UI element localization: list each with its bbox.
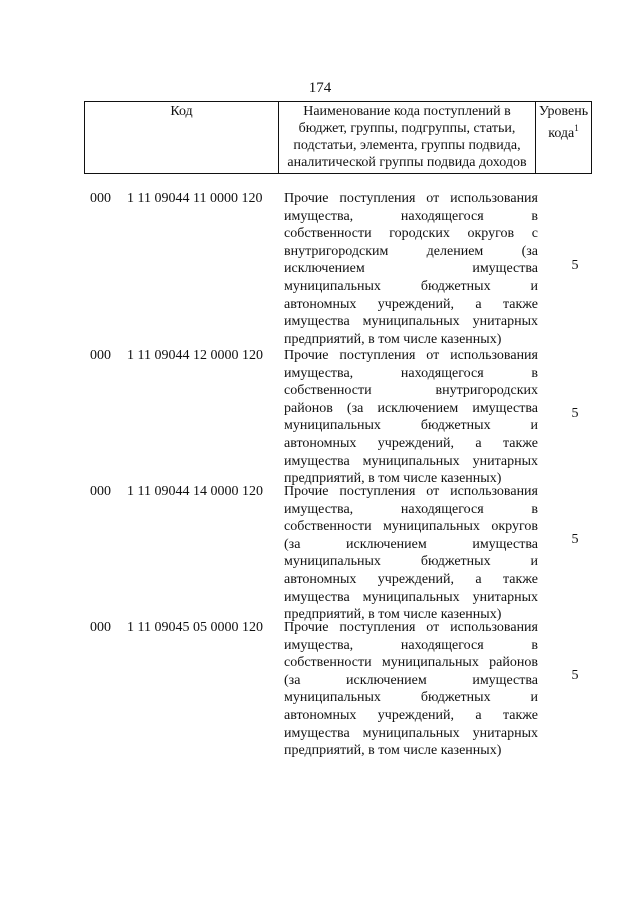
row-prefix: 000	[90, 484, 111, 499]
row-prefix: 000	[90, 191, 111, 206]
row-name-line: имущества, находящегося в	[284, 365, 538, 381]
row-name-line: районов (за исключением имущества	[284, 400, 538, 416]
row-name-line: автономных учреждений, а также	[284, 707, 538, 723]
row-name-line: предприятий, в том числе казенных)	[284, 607, 502, 623]
table-header	[84, 101, 592, 174]
table-row	[0, 190, 640, 347]
row-name-line: муниципальных бюджетных и	[284, 554, 538, 570]
page-number: 174	[308, 80, 332, 96]
row-level: 5	[571, 668, 579, 683]
header-level	[536, 102, 592, 174]
header-level-line2	[538, 120, 589, 142]
header-level-footnote: 1	[574, 123, 579, 133]
row-name-line: (за исключением имущества	[284, 536, 538, 552]
header-name	[279, 102, 536, 174]
row-name-line: собственности муниципальных районов	[284, 655, 538, 671]
row-level: 5	[571, 258, 579, 273]
row-name-line: муниципальных бюджетных и	[284, 690, 538, 706]
row-name-line: (за исключением имущества	[284, 672, 538, 688]
row-name	[284, 190, 538, 348]
row-name-line: Прочие поступления от использования	[284, 484, 538, 499]
row-name-line: предприятий, в том числе казенных)	[284, 471, 502, 487]
row-name-line: имущества муниципальных унитарных	[284, 453, 538, 469]
table-body	[0, 190, 640, 759]
row-code: 1 11 09044 12 0000 120	[127, 348, 263, 363]
row-name-line: автономных учреждений, а также	[284, 435, 538, 451]
row-name	[284, 347, 538, 488]
header-name-line: Наименование кода поступлений в	[303, 104, 511, 119]
row-name-line: собственности муниципальных округов	[284, 519, 538, 535]
row-name-line: предприятий, в том числе казенных)	[284, 331, 502, 347]
header-level-label: кода	[548, 126, 575, 141]
row-name-line: муниципальных бюджетных и	[284, 278, 538, 294]
row-name-line: автономных учреждений, а также	[284, 571, 538, 587]
header-name-line: аналитической группы подвида доходов	[287, 155, 527, 170]
table-row	[0, 347, 640, 487]
row-name-line: имущества муниципальных унитарных	[284, 589, 538, 605]
row-name-line: имущества, находящегося в	[284, 637, 538, 653]
row-name-line: внутригородским делением (за	[284, 243, 538, 259]
row-level: 5	[571, 532, 579, 547]
row-name-line: предприятий, в том числе казенных)	[284, 743, 502, 759]
table-row	[0, 619, 640, 759]
row-name-line: имущества муниципальных унитарных	[284, 314, 538, 330]
row-name-line: исключением имущества	[284, 261, 538, 277]
header-name-line: бюджет, группы, подгруппы, статьи,	[298, 121, 516, 136]
row-name-line: Прочие поступления от использования	[284, 191, 538, 206]
row-name-line: имущества муниципальных унитарных	[284, 725, 538, 741]
header-code-label: Код	[170, 104, 193, 119]
row-name-line: собственности городских округов с	[284, 226, 538, 242]
row-prefix: 000	[90, 620, 111, 635]
row-name	[284, 483, 538, 624]
row-code: 1 11 09044 11 0000 120	[127, 191, 263, 206]
row-name-line: автономных учреждений, а также	[284, 296, 538, 312]
row-name	[284, 619, 538, 760]
row-name-line: Прочие поступления от использования	[284, 620, 538, 635]
row-name-line: Прочие поступления от использования	[284, 348, 538, 363]
row-name-line: муниципальных бюджетных и	[284, 418, 538, 434]
row-level: 5	[571, 406, 579, 421]
row-name-line: собственности внутригородских	[284, 383, 538, 399]
row-prefix: 000	[90, 348, 111, 363]
header-name-line: подстатьи, элемента, группы подвида,	[293, 138, 521, 153]
table-row	[0, 483, 640, 623]
row-code: 1 11 09045 05 0000 120	[127, 620, 263, 635]
row-name-line: имущества, находящегося в	[284, 208, 538, 224]
row-name-line: имущества, находящегося в	[284, 501, 538, 517]
row-code: 1 11 09044 14 0000 120	[127, 484, 263, 499]
header-code	[85, 102, 279, 174]
header-level-line1: Уровень	[538, 104, 589, 119]
